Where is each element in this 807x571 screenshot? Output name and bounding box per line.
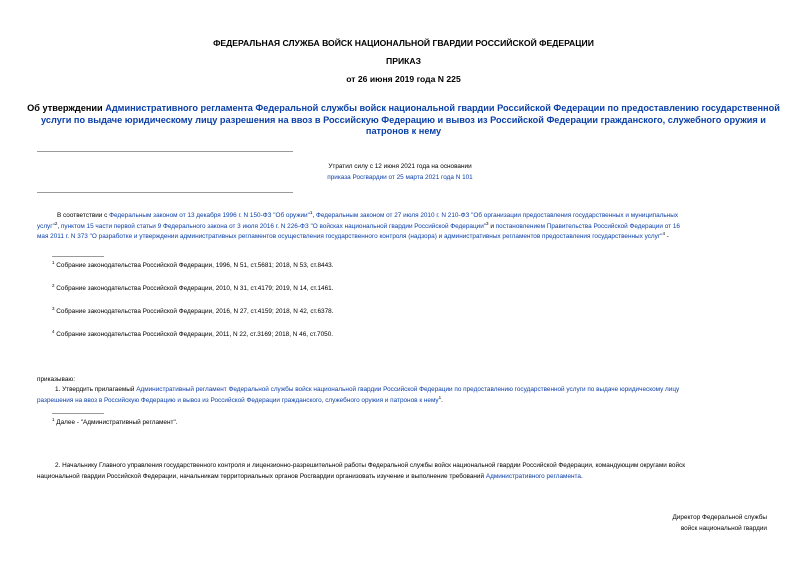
footnote-text: Собрание законодательства Российской Федерации, 2010, N 31, ст.4179; 2019, N 14, ст.1461. xyxy=(54,285,334,292)
footnote-3 xyxy=(52,305,334,315)
preamble xyxy=(37,211,777,243)
footnote-ref-regulation[interactable]: 1 xyxy=(438,394,442,400)
regulation-link-cont[interactable]: разрешения на ввоз в Российскую Федерацию и вывоз из Российской Федерации гражданского, служебного оружия и патронов к нему xyxy=(37,396,439,404)
title-prefix: Об утверждении xyxy=(27,103,106,113)
footnote-ref-2[interactable]: 2 xyxy=(54,220,58,226)
footnote-4 xyxy=(52,328,334,338)
law-210-fz-link-cont[interactable]: услуг" xyxy=(37,222,55,230)
order-text: . xyxy=(441,396,443,404)
footnote-2 xyxy=(52,282,334,292)
footnote-ref-1[interactable]: 1 xyxy=(309,209,313,215)
regulation-ref-link[interactable]: Административного регламента xyxy=(485,472,581,480)
footnote-text: Собрание законодательства Российской Федерации, 1996, N 51, ст.5681; 2018, N 53, ст.8443. xyxy=(54,262,334,269)
status-note xyxy=(250,161,550,183)
preamble-text: - xyxy=(664,233,669,241)
status-note-link[interactable]: приказа Росгвардии от 25 марта 2021 года N 101 xyxy=(327,174,473,181)
footnote-separator-2 xyxy=(52,413,104,414)
divider-bottom xyxy=(37,192,293,193)
footnote-mark: 3 xyxy=(52,305,55,311)
order-item-2-line1: 2. Начальнику Главного управления государственного контроля и лицензионно-разрешительной работы Федеральной службы войск национальной гвардии Российской Федерации, командующим округами войск xyxy=(55,462,686,469)
preamble-text: и xyxy=(488,222,496,230)
footnote-ref-3[interactable]: 3 xyxy=(486,220,489,226)
regulation-link[interactable]: Административный регламент Федеральной службы войск национальной гвардии Российской Федерации по предоставлению государственной услуги по выдаче юридическому лицу xyxy=(136,386,680,393)
order-word: приказываю: xyxy=(37,376,75,383)
divider-top xyxy=(37,151,293,152)
title-link-line1[interactable]: Административного регламента Федеральной службы войск национальной гвардии Российской Федерации по предоставлению государственной xyxy=(105,103,780,113)
resolution-373-link[interactable]: постановлением Правительства Российской Федерации от 16 xyxy=(495,222,680,230)
preamble-text: , xyxy=(57,222,61,230)
footnote-ref-4[interactable]: 4 xyxy=(662,231,665,237)
footnote-mark: 1 xyxy=(52,259,55,265)
footnote-mark: 4 xyxy=(52,328,55,334)
preamble-text: , xyxy=(312,212,316,219)
signature xyxy=(672,513,767,534)
footnote-mark: 2 xyxy=(52,282,55,288)
order-item-2 xyxy=(37,461,777,482)
footnote-1 xyxy=(52,259,334,269)
signature-line-2: войск национальной гвардии xyxy=(680,524,767,532)
footnote-mark: 1 xyxy=(52,416,55,422)
footnote-text: Собрание законодательства Российской Федерации, 2011, N 22, ст.3169; 2018, N 46, ст.7050. xyxy=(54,331,334,338)
agency-name: ФЕДЕРАЛЬНАЯ СЛУЖБА ВОЙСК НАЦИОНАЛЬНОЙ ГВАРДИИ РОССИЙСКОЙ ФЕДЕРАЦИИ xyxy=(213,38,594,48)
order-text: . xyxy=(580,472,583,480)
resolution-373-link-cont[interactable]: мая 2011 г. N 373 "О разработке и утверждении административных регламентов осуществления государственного контроля (надзора) и административных регламентов предоставления государственных услуг" xyxy=(37,233,663,241)
law-210-fz-link[interactable]: Федеральным законом от 27 июля 2010 г. N 210-ФЗ "Об организации предоставления государственных и муниципальных xyxy=(315,212,679,219)
status-note-text: Утратил силу с 12 июня 2021 года на основании xyxy=(328,163,472,170)
footnote-text: Собрание законодательства Российской Федерации, 2016, N 27, ст.4159; 2018, N 42, ст.6378. xyxy=(54,308,334,315)
preamble-text: В соответствии с xyxy=(57,212,110,219)
document-title xyxy=(0,103,807,138)
title-link-line2[interactable]: услуги по выдаче юридическому лицу разрешения на ввоз в Российскую Федерацию и вывоз из Российской Федерации гражданского, служебного оружия и xyxy=(41,114,766,125)
footnote-text: Далее - "Административный регламент". xyxy=(54,419,178,426)
document-type: ПРИКАЗ xyxy=(386,56,421,66)
document-date: от 26 июня 2019 года N 225 xyxy=(346,74,461,84)
signature-line-1: Директор Федеральной службы xyxy=(672,514,767,521)
footnote-regulation xyxy=(52,416,178,426)
order-item-1 xyxy=(37,385,777,406)
law-150-fz-link[interactable]: Федеральным законом от 13 декабря 1996 г. N 150-ФЗ "Об оружии" xyxy=(109,212,310,219)
title-link-line3[interactable]: патронов к нему xyxy=(365,126,442,136)
law-226-fz-link[interactable]: пунктом 15 части первой статьи 9 Федерального закона от 3 июля 2016 г. N 226-ФЗ "О войсках национальной гвардии Российской Федерации" xyxy=(60,222,487,230)
order-text: 1. Утвердить прилагаемый xyxy=(55,386,137,393)
order-text: национальной гвардии Российской Федерации, начальникам территориальных органов Росгвардии организовать изучение и выполнение требований xyxy=(37,472,486,480)
footnote-separator xyxy=(52,256,104,257)
